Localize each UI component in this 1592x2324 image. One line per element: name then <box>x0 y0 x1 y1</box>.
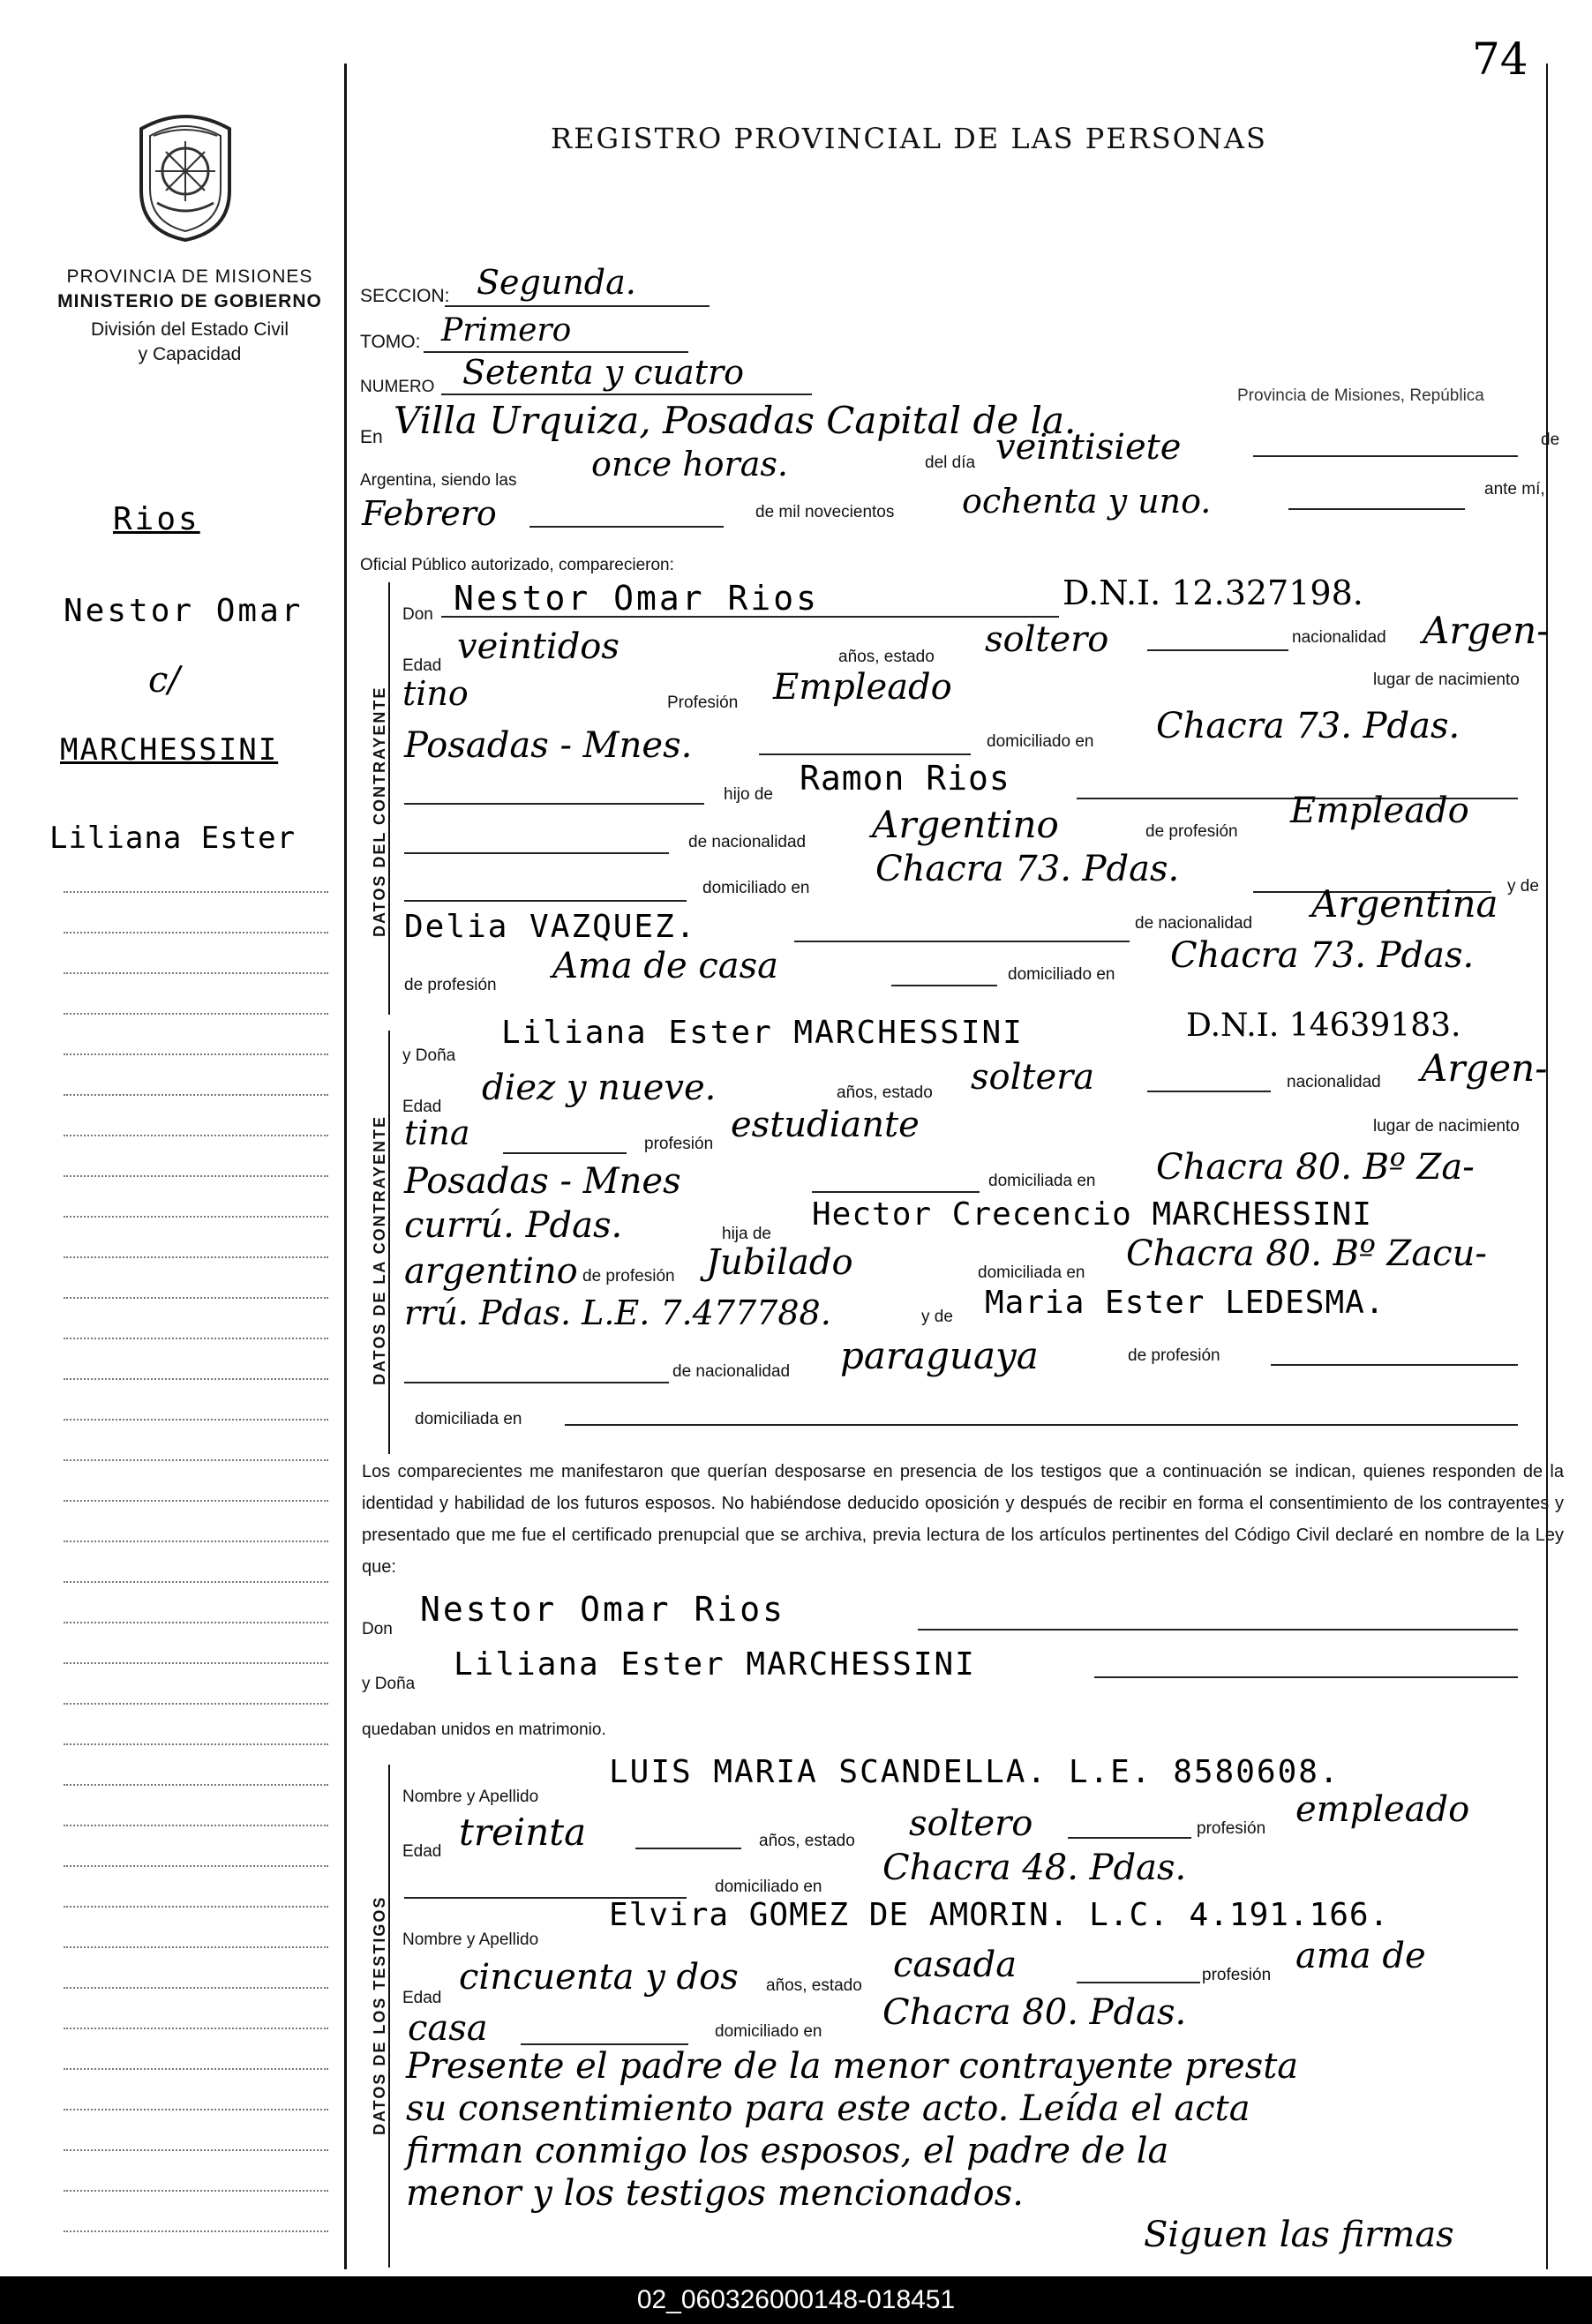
de-label: de <box>1541 431 1560 449</box>
t1-edad-label: Edad <box>402 1842 442 1861</box>
province-label: PROVINCIA DE MISIONES <box>66 266 313 287</box>
right-border <box>1546 64 1548 2269</box>
union-dona: Liliana Ester MARCHESSINI <box>454 1646 976 1683</box>
contrayente-2-dni: D.N.I. 14639183. <box>1186 1008 1461 1044</box>
t2-profesion: ama de <box>1295 1936 1426 1976</box>
anio-rule <box>1288 508 1465 510</box>
lugar-nac-rule <box>759 753 971 755</box>
madre-nac-label: de nacionalidad <box>1135 914 1253 933</box>
nacionalidad-label: nacionalidad <box>1292 628 1386 647</box>
dia-rule <box>1253 455 1518 457</box>
margin-dotted-line <box>64 1256 328 1258</box>
union-dona-label: y Doña <box>362 1675 416 1693</box>
contrayente-2-estado: soltera <box>971 1057 1095 1098</box>
t1-domicilio: Chacra 48. Pdas. <box>882 1848 1187 1888</box>
margin-dotted-line <box>64 1175 328 1177</box>
domiciliada-en-label: domiciliada en <box>978 1263 1085 1282</box>
profesion-2-label: profesión <box>644 1135 714 1153</box>
seccion-label: SECCION: <box>360 286 450 306</box>
nota-line-1: Presente el padre de la menor contrayente presta <box>406 2046 1299 2087</box>
dona-label: y Doña <box>402 1046 456 1065</box>
body-text: Los comparecientes me manifestaron que querían desposarse en presencia de los testigos que a continuación se indican, quienes responden de la identidad y habilidad de los futuros esposos. No habiéndose deducido oposición y después de recibir en forma el consentimiento de los contrayentes y presentado que me fue el certificado prenupcial que se archiva, previa lectura de los artículos pertinentes del Código Civil declaré en nombre de la Ley que: <box>362 1462 1564 1577</box>
t1-profesion-label: profesión <box>1197 1819 1266 1838</box>
madre-2-prof-rule <box>1271 1364 1518 1366</box>
margin-dotted-line <box>64 1581 328 1583</box>
tomo-label: TOMO: <box>360 332 421 352</box>
contrayente-2-domicilio: Chacra 80. Bº Za- <box>1156 1147 1475 1188</box>
madre-2-prof-label: de profesión <box>1128 1346 1220 1365</box>
contrayente-2-edad: diez y nueve. <box>482 1068 717 1108</box>
t1-nombre-label: Nombre y Apellido <box>402 1788 539 1806</box>
margin-surname-2: MARCHESSINI <box>60 732 279 768</box>
nota-line-3: firman conmigo los esposos, el padre de la <box>406 2131 1169 2171</box>
union-dona-rule <box>1094 1676 1518 1678</box>
seccion-rule <box>445 305 710 307</box>
de-nac-label: de nacionalidad <box>688 833 807 851</box>
t2-domicilio: Chacra 80. Pdas. <box>882 1992 1187 2033</box>
margin-name-2: Liliana Ester <box>49 821 297 856</box>
contrayente-2-padre-dom: Chacra 80. Bº Zacu- <box>1126 1233 1487 1274</box>
madre-2-nac-label: de nacionalidad <box>672 1362 791 1381</box>
unidos-label: quedaban unidos en matrimonio. <box>362 1721 606 1739</box>
margin-conj: c/ <box>148 660 180 701</box>
t1-profesion: empleado <box>1295 1789 1470 1830</box>
don-label: Don <box>402 605 433 624</box>
t2-edad: cincuenta y dos <box>459 1957 739 1998</box>
contrayente-dni: D.N.I. 12.327198. <box>1063 574 1363 612</box>
margin-dotted-line <box>64 1541 328 1542</box>
del-dia-label: del día <box>925 454 976 472</box>
anios-estado-2-label: años, estado <box>837 1083 933 1102</box>
contrayente-padre: Ramon Rios <box>800 759 1010 798</box>
footer-id: 02_060326000148-018451 <box>636 2285 956 2314</box>
margin-dotted-line <box>64 972 328 974</box>
contrayente-2-nacionalidad: Argen- <box>1421 1046 1548 1090</box>
contrayente-2-madre: Maria Ester LEDESMA. <box>985 1285 1385 1321</box>
y-de-label: y de <box>1507 877 1539 896</box>
hijo-label: hijo de <box>724 785 773 804</box>
domiciliado-en-label: domiciliado en <box>702 879 810 897</box>
margin-dotted-line <box>64 1500 328 1502</box>
page-title: REGISTRO PROVINCIAL DE LAS PERSONAS <box>551 122 1267 155</box>
estado-2-rule <box>1147 1091 1271 1092</box>
madre-2-dom-label: domiciliada en <box>415 1410 522 1428</box>
margin-dotted-line <box>64 2028 328 2029</box>
contrayente-madre-prof: Ama de casa <box>552 946 778 986</box>
margin-dotted-line <box>64 2109 328 2110</box>
margin-dotted-line <box>64 1053 328 1055</box>
edad-label: Edad <box>402 656 442 675</box>
nacionalidad-2-label: nacionalidad <box>1287 1073 1381 1091</box>
madre-prof-rule <box>891 985 997 986</box>
contrayente-2-nombre: Liliana Ester MARCHESSINI <box>501 1015 1024 1051</box>
contrayente-profesion: Empleado <box>773 667 952 708</box>
numero-value: Setenta y cuatro <box>462 353 745 392</box>
de-prof-label: de profesión <box>1145 822 1238 841</box>
t2-domiciliado-label: domiciliado en <box>715 2022 822 2041</box>
mes-value: Febrero <box>362 494 497 533</box>
t1-edad-rule <box>635 1848 741 1849</box>
division-label-2: y Capacidad <box>138 344 242 364</box>
numero-label: NUMERO <box>360 378 435 396</box>
dia-value: veintisiete <box>995 427 1182 468</box>
anios-estado-label: años, estado <box>838 648 935 666</box>
contrayente-side-label: DATOS DEL CONTRAYENTE <box>371 686 388 937</box>
t2-nombre: Elvira GOMEZ DE AMORIN. L.C. 4.191.166. <box>609 1897 1390 1933</box>
t2-edad-label: Edad <box>402 1989 442 2007</box>
t1-anios-estado-label: años, estado <box>759 1832 855 1850</box>
contrayente-domicilio: Chacra 73. Pdas. <box>1156 706 1461 746</box>
t1-estado-rule <box>1068 1837 1191 1839</box>
contrayente-madre-dom: Chacra 73. Pdas. <box>1170 935 1475 976</box>
margin-dotted-line <box>64 1297 328 1299</box>
hija-label: hija de <box>722 1225 771 1243</box>
contrayente-2-side-label: DATOS DE LA CONTRAYENTE <box>371 1114 388 1385</box>
ante-label: ante mí, <box>1484 480 1545 499</box>
contrayente-padre-prof: Empleado <box>1290 791 1469 831</box>
lugar-nac-label: lugar de nacimiento <box>1373 671 1520 689</box>
t1-domiciliado-label: domiciliado en <box>715 1878 822 1896</box>
en-label: En <box>360 427 383 447</box>
domiciliado-label: domiciliado en <box>987 732 1094 751</box>
hora-value: once horas. <box>591 445 788 484</box>
madre-rule <box>794 941 1130 942</box>
contrayente-2-lugar-nac: Posadas - Mnes <box>404 1161 681 1202</box>
provincia-label: Provincia de Misiones, República <box>1237 386 1484 405</box>
hijo-rule <box>404 803 704 805</box>
mes-rule <box>529 526 724 528</box>
margin-dotted-line <box>64 1135 328 1136</box>
estado-rule <box>1147 649 1288 651</box>
margin-dotted-line <box>64 1987 328 1989</box>
margin-dotted-line <box>64 1622 328 1623</box>
t2-profesion-label: profesión <box>1202 1966 1272 1984</box>
nota-firmas: Siguen las firmas <box>1144 2215 1454 2255</box>
contrayente-2-padre-dom-cont: rrú. Pdas. L.E. 7.477788. <box>404 1293 831 1332</box>
margin-dotted-line <box>64 1013 328 1015</box>
margin-dotted-line <box>64 2230 328 2232</box>
t2-estado-rule <box>1077 1982 1200 1983</box>
nac-cont-rule <box>503 1152 627 1154</box>
contrayente-2-madre-nac: paraguaya <box>840 1334 1039 1377</box>
margin-dotted-line <box>64 1784 328 1786</box>
contrayente-edad: veintidos <box>457 626 620 667</box>
margin-dotted-line <box>64 1906 328 1908</box>
madre-prof-label: de profesión <box>404 976 497 994</box>
mil-label: de mil novecientos <box>755 503 895 521</box>
margin-dotted-line <box>64 1419 328 1421</box>
de-prof-2-label: de profesión <box>582 1267 675 1286</box>
margin-dotted-line <box>64 1703 328 1705</box>
anio-value: ochenta y uno. <box>962 482 1212 521</box>
margin-dotted-line <box>64 1825 328 1826</box>
madre-2-rule <box>404 1382 669 1383</box>
left-header <box>35 265 344 367</box>
margin-dotted-line <box>64 1378 328 1380</box>
oficial-label: Oficial Público autorizado, comparecieron: <box>360 556 674 574</box>
contrayente-madre: Delia VAZQUEZ. <box>404 909 697 945</box>
lugar-nac-2-label: lugar de nacimiento <box>1373 1117 1520 1136</box>
profesion-label: Profesión <box>667 693 739 712</box>
contrayente-2-padre-prof: Jubilado <box>706 1242 853 1283</box>
union-don-label: Don <box>362 1620 393 1638</box>
lugar-value: Villa Urquiza, Posadas Capital de la. <box>394 399 1077 442</box>
footer-bar <box>0 2276 1592 2324</box>
margin-dotted-line <box>64 891 328 893</box>
contrayente-2-padre-nac: argentino <box>404 1251 578 1292</box>
t2-estado: casada <box>893 1945 1018 1985</box>
margin-dotted-line <box>64 932 328 933</box>
union-don: Nestor Omar Rios <box>420 1590 786 1629</box>
padre-dom-rule <box>404 900 687 902</box>
margin-divider <box>344 64 347 2269</box>
margin-dotted-line <box>64 1216 328 1218</box>
contrayente-2-domicilio-cont: currú. Pdas. <box>404 1205 623 1246</box>
contrayente-nombre-rule <box>441 616 1059 618</box>
margin-dotted-line <box>64 1865 328 1867</box>
domiciliada-label: domiciliada en <box>988 1172 1096 1190</box>
madre-dom-label: domiciliado en <box>1008 965 1115 984</box>
margin-dotted-line <box>64 2190 328 2192</box>
lugar-nac-2-rule <box>812 1191 980 1193</box>
ministry-label: MINISTERIO DE GOBIERNO <box>57 291 322 311</box>
seal-logo <box>129 109 242 242</box>
contrayente-nombre: Nestor Omar Rios <box>454 579 820 618</box>
notas <box>406 2045 1298 2215</box>
argentina-label: Argentina, siendo las <box>360 471 517 490</box>
edad-2-label: Edad <box>402 1098 442 1116</box>
t2-profesion-cont: casa <box>408 2008 488 2049</box>
seccion-value: Segunda. <box>477 263 636 302</box>
contrayente-nacionalidad-cont: tino <box>402 674 469 713</box>
nota-line-2: su consentimiento para este acto. Leída el acta <box>406 2088 1250 2129</box>
tomo-value: Primero <box>441 312 572 349</box>
contrayente-lugar-nac: Posadas - Mnes. <box>404 725 693 766</box>
margin-dotted-line <box>64 2149 328 2151</box>
nota-line-4: menor y los testigos mencionados. <box>406 2173 1024 2214</box>
contrayente-padre-dom: Chacra 73. Pdas. <box>875 849 1180 889</box>
margin-dotted-line <box>64 1662 328 1664</box>
madre-2-dom-rule <box>565 1424 1518 1426</box>
contrayente-estado: soltero <box>985 619 1109 660</box>
margin-dotted-line <box>64 1946 328 1948</box>
contrayente-2-profesion: estudiante <box>731 1105 920 1145</box>
contrayente-madre-nac: Argentina <box>1311 882 1498 926</box>
t1-nombre: LUIS MARIA SCANDELLA. L.E. 8580608. <box>609 1754 1340 1790</box>
t1-estado: soltero <box>909 1803 1033 1844</box>
contrayente-2-nacionalidad-cont: tina <box>404 1113 470 1152</box>
margin-dotted-line <box>64 1094 328 1096</box>
margin-dotted-line <box>64 2068 328 2070</box>
y-de-2-label: y de <box>921 1308 953 1326</box>
contrayente-nacionalidad: Argen- <box>1423 609 1550 652</box>
division-label: División del Estado Civil <box>90 319 289 340</box>
margin-surname-1: Rios <box>113 501 200 537</box>
numero-rule <box>441 394 812 395</box>
margin-dotted-line <box>64 1743 328 1745</box>
page-number: 74 <box>1472 34 1528 85</box>
padre-nac-rule <box>404 852 669 854</box>
t1-edad: treinta <box>459 1810 587 1854</box>
margin-dotted-line <box>64 1459 328 1461</box>
t2-nombre-label: Nombre y Apellido <box>402 1930 539 1949</box>
contrayente-2-padre: Hector Crecencio MARCHESSINI <box>812 1196 1372 1233</box>
contrayente-padre-nac: Argentino <box>872 803 1059 846</box>
testigos-side-label: DATOS DE LOS TESTIGOS <box>371 1895 388 2135</box>
union-don-rule <box>918 1629 1518 1631</box>
margin-dotted-line <box>64 1338 328 1339</box>
margin-name-1: Nestor Omar <box>64 593 304 629</box>
t2-anios-estado-label: años, estado <box>766 1976 862 1995</box>
